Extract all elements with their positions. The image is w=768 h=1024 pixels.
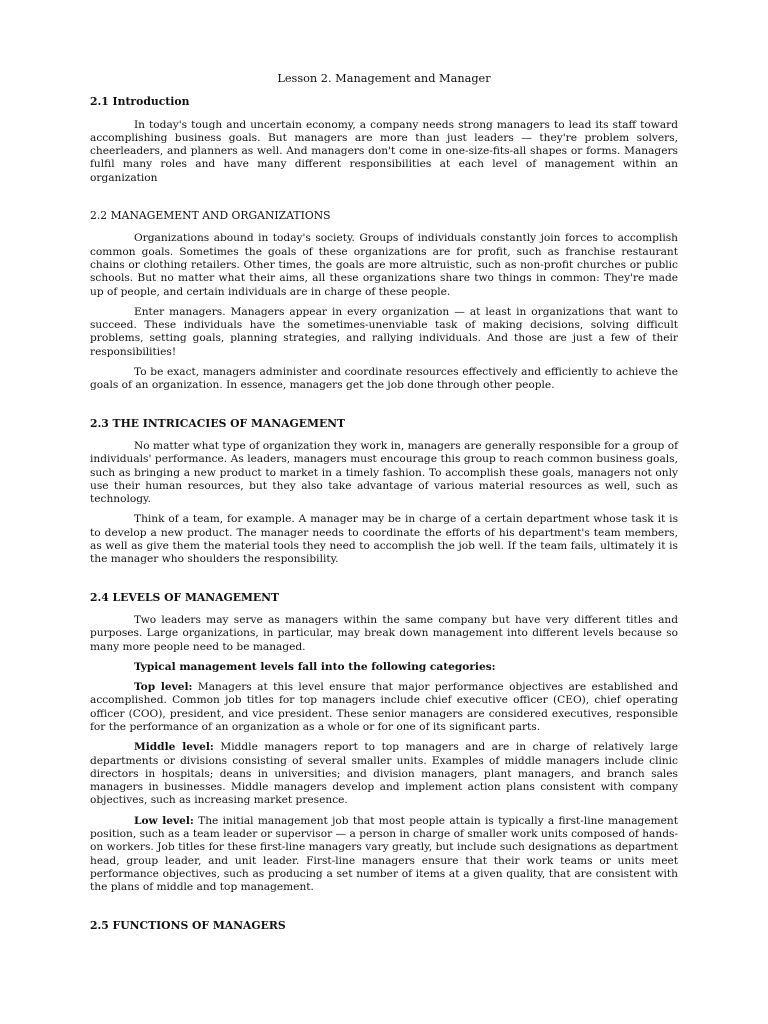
paragraph: Two leaders may serve as managers within the same company but have very different titles and purposes. Large organizations, in particular, may break down management into different levels because so many more people need to be managed. (90, 613, 678, 653)
paragraph: Think of a team, for example. A manager may be in charge of a certain department whose task it is to develop a new product. The manager needs to coordinate the efforts of his department's team members, as well as give them the material tools they need to accomplish the job well. If the team fails, ultimately it is the manager who shoulders the responsibility. (90, 513, 678, 566)
document-title: Lesson 2. Management and Manager (277, 72, 491, 85)
level-text: Managers at this level ensure that major performance objectives are established and accomplished. Common job titles for top managers include chief executive officer (CEO), chief operating officer (COO), president, and vice president. These senior managers are considered executives, responsible for the performance of an organization as a whole or for one of its significant parts. (90, 681, 678, 733)
level-item-top (90, 681, 678, 734)
paragraph: Enter managers. Managers appear in every organization — at least in organizations that want to succeed. These individuals have the sometimes-unenviable task of making decisions, solving difficult problems, setting goals, planning strategies, and rallying individuals. And those are just a few of their responsibilities! (90, 305, 678, 358)
section-spacer (90, 192, 678, 209)
section-spacer (90, 400, 678, 417)
level-item-middle (90, 741, 678, 807)
section-heading-functions-of-managers: 2.5 FUNCTIONS OF MANAGERS (90, 918, 286, 932)
level-label: Low level: (134, 814, 194, 827)
level-label: Middle level: (134, 741, 214, 754)
paragraph: To be exact, managers administer and coordinate resources effectively and efficiently to achieve the goals of an organization. In essence, managers get the job done through other people. (90, 366, 678, 392)
categories-intro: Typical management levels fall into the following categories: (134, 660, 496, 673)
section-heading-introduction: 2.1 Introduction (90, 95, 190, 109)
level-text: Middle managers report to top managers and are in charge of relatively large departments or divisions consisting of several smaller units. Examples of middle managers include clinic directors in hospitals; deans in universities; and division managers, plant managers, and branch sales managers in businesses. Middle managers develop and implement action plans consistent with company objectives, such as increasing market presence. (90, 741, 678, 807)
paragraph: No matter what type of organization they work in, managers are generally responsible for a group of individuals' performance. As leaders, managers must encourage this group to reach common business goals, such as bringing a new product to market in a timely fashion. To accomplish these goals, managers not only use their human resources, but they also take advantage of various material resources as well, such as technology. (90, 439, 678, 506)
level-label: Top level: (134, 681, 193, 694)
level-item-low (90, 815, 678, 895)
section-heading-intricacies-of-management: 2.3 THE INTRICACIES OF MANAGEMENT (90, 416, 346, 430)
section-heading-levels-of-management: 2.4 LEVELS OF MANAGEMENT (90, 590, 280, 604)
section-spacer (90, 574, 678, 591)
section-spacer (90, 902, 678, 919)
level-text: The initial management job that most people attain is typically a first-line management position, such as a team leader or supervisor — a person in charge of smaller work units composed of hands-on workers. Job titles for these first-line managers vary greatly, but include such designations as department head, group leader, and unit leader. First-line managers ensure that their work teams or units meet performance objectives, such as producing a set number of items at a given quality, that are consistent with the plans of middle and top management. (90, 814, 678, 894)
paragraph: Organizations abound in today's society. Groups of individuals constantly join forces to accomplish common goals. Sometimes the goals of these organizations are for profit, such as franchise restaurant chains or clothing retailers. Other times, the goals are more altruistic, such as non-profit churches or public schools. But no matter what their aims, all these organizations share two things in common: They're made up of people, and certain individuals are in charge of these people. (90, 232, 678, 298)
section-heading-management-and-organizations: 2.2 MANAGEMENT AND ORGANIZATIONS (90, 209, 331, 223)
paragraph: In today's tough and uncertain economy, a company needs strong managers to lead its staff toward accomplishing business goals. But managers are more than just leaders — they're problem solvers, cheerleaders, and planners as well. And managers don't come in one-size-fits-all shapes or forms. Managers fulfil many roles and have many different responsibilities at each level of management within an organization (90, 118, 678, 184)
